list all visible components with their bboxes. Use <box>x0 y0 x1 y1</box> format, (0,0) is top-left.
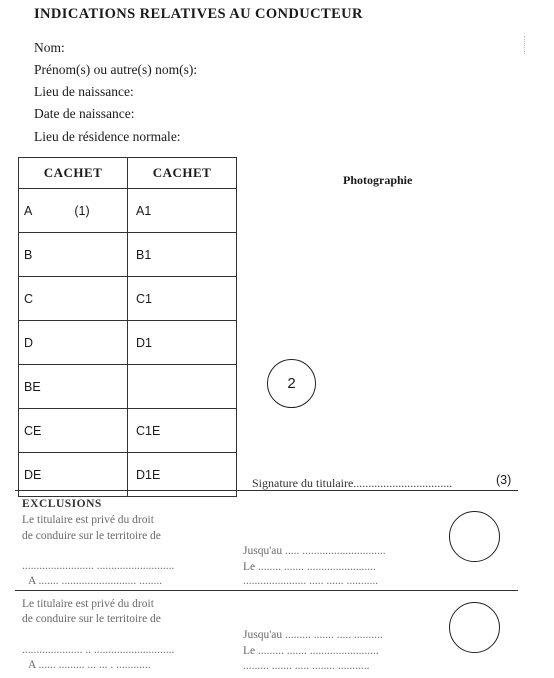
page-title: INDICATIONS RELATIVES AU CONDUCTEUR <box>34 6 363 22</box>
category-cell: B <box>19 233 128 277</box>
table-row <box>19 233 237 277</box>
table-row <box>19 277 237 321</box>
exclusion-date: Le ........ ....... ........................ <box>243 561 376 573</box>
category-cell <box>19 189 128 233</box>
field-lieu-naissance: Lieu de naissance: <box>34 84 134 99</box>
footnote-marker: (1) <box>74 203 90 218</box>
signature-line: Signature du titulaire................................. <box>252 476 453 490</box>
exclusion-signature-line: ......... ....... ..... ........ ........... <box>243 660 370 672</box>
edge-mark <box>524 36 527 54</box>
exclusion-text: de conduire sur le territoire de <box>22 530 161 542</box>
exclusion-territory-line: ......................... ........................... <box>22 560 175 572</box>
table-row <box>19 365 237 409</box>
exclusion-text: Le titulaire est privé du droit <box>22 514 154 526</box>
category-table <box>18 157 237 497</box>
exclusion-date: Le ......... ....... ........................ <box>243 645 379 657</box>
category-cell: D1 <box>128 321 237 365</box>
category-cell: D1E <box>128 453 237 497</box>
category-cell: D <box>19 321 128 365</box>
exclusion-until: Jusqu'au ..... ............................. <box>243 545 386 557</box>
numbered-circle <box>267 359 316 408</box>
table-row <box>19 409 237 453</box>
exclusion-until: Jusqu'au ......... ....... ..... .......... <box>243 629 383 641</box>
field-nom: Nom: <box>34 40 65 55</box>
divider <box>15 590 518 591</box>
category-cell: A1 <box>128 189 237 233</box>
circle-number: 2 <box>287 375 296 392</box>
stamp-circle <box>449 511 500 562</box>
category-table-header <box>19 158 237 189</box>
divider <box>15 490 518 491</box>
category-cell: C <box>19 277 128 321</box>
category-cell: C1E <box>128 409 237 453</box>
cachet-header-2: CACHET <box>128 158 237 189</box>
exclusions-title: EXCLUSIONS <box>22 498 102 510</box>
cachet-header-1: CACHET <box>19 158 128 189</box>
field-prenom: Prénom(s) ou autre(s) nom(s): <box>34 62 198 77</box>
photo-label: Photographie <box>343 173 413 187</box>
category-code: A <box>24 203 33 218</box>
exclusion-signature-line: ...................... ..... ...... ........... <box>243 575 379 587</box>
exclusion-place: A ....... .......................... ........ <box>28 575 163 587</box>
category-cell: C1 <box>128 277 237 321</box>
exclusion-territory-line: ..................... .. ............................ <box>22 644 175 656</box>
field-lieu-residence: Lieu de résidence normale: <box>34 129 181 144</box>
category-cell: DE <box>19 453 128 497</box>
exclusion-text: de conduire sur le territoire de <box>22 613 161 625</box>
signature-footnote: (3) <box>496 473 512 487</box>
category-cell <box>128 365 237 409</box>
exclusion-place: A ...... ......... ... ... . ............ <box>28 659 151 671</box>
table-row <box>19 321 237 365</box>
exclusion-text: Le titulaire est privé du droit <box>22 598 154 610</box>
stamp-circle <box>449 602 500 653</box>
category-cell: B1 <box>128 233 237 277</box>
table-row <box>19 189 237 233</box>
category-cell: CE <box>19 409 128 453</box>
category-cell: BE <box>19 365 128 409</box>
field-date-naissance: Date de naissance: <box>34 106 135 121</box>
